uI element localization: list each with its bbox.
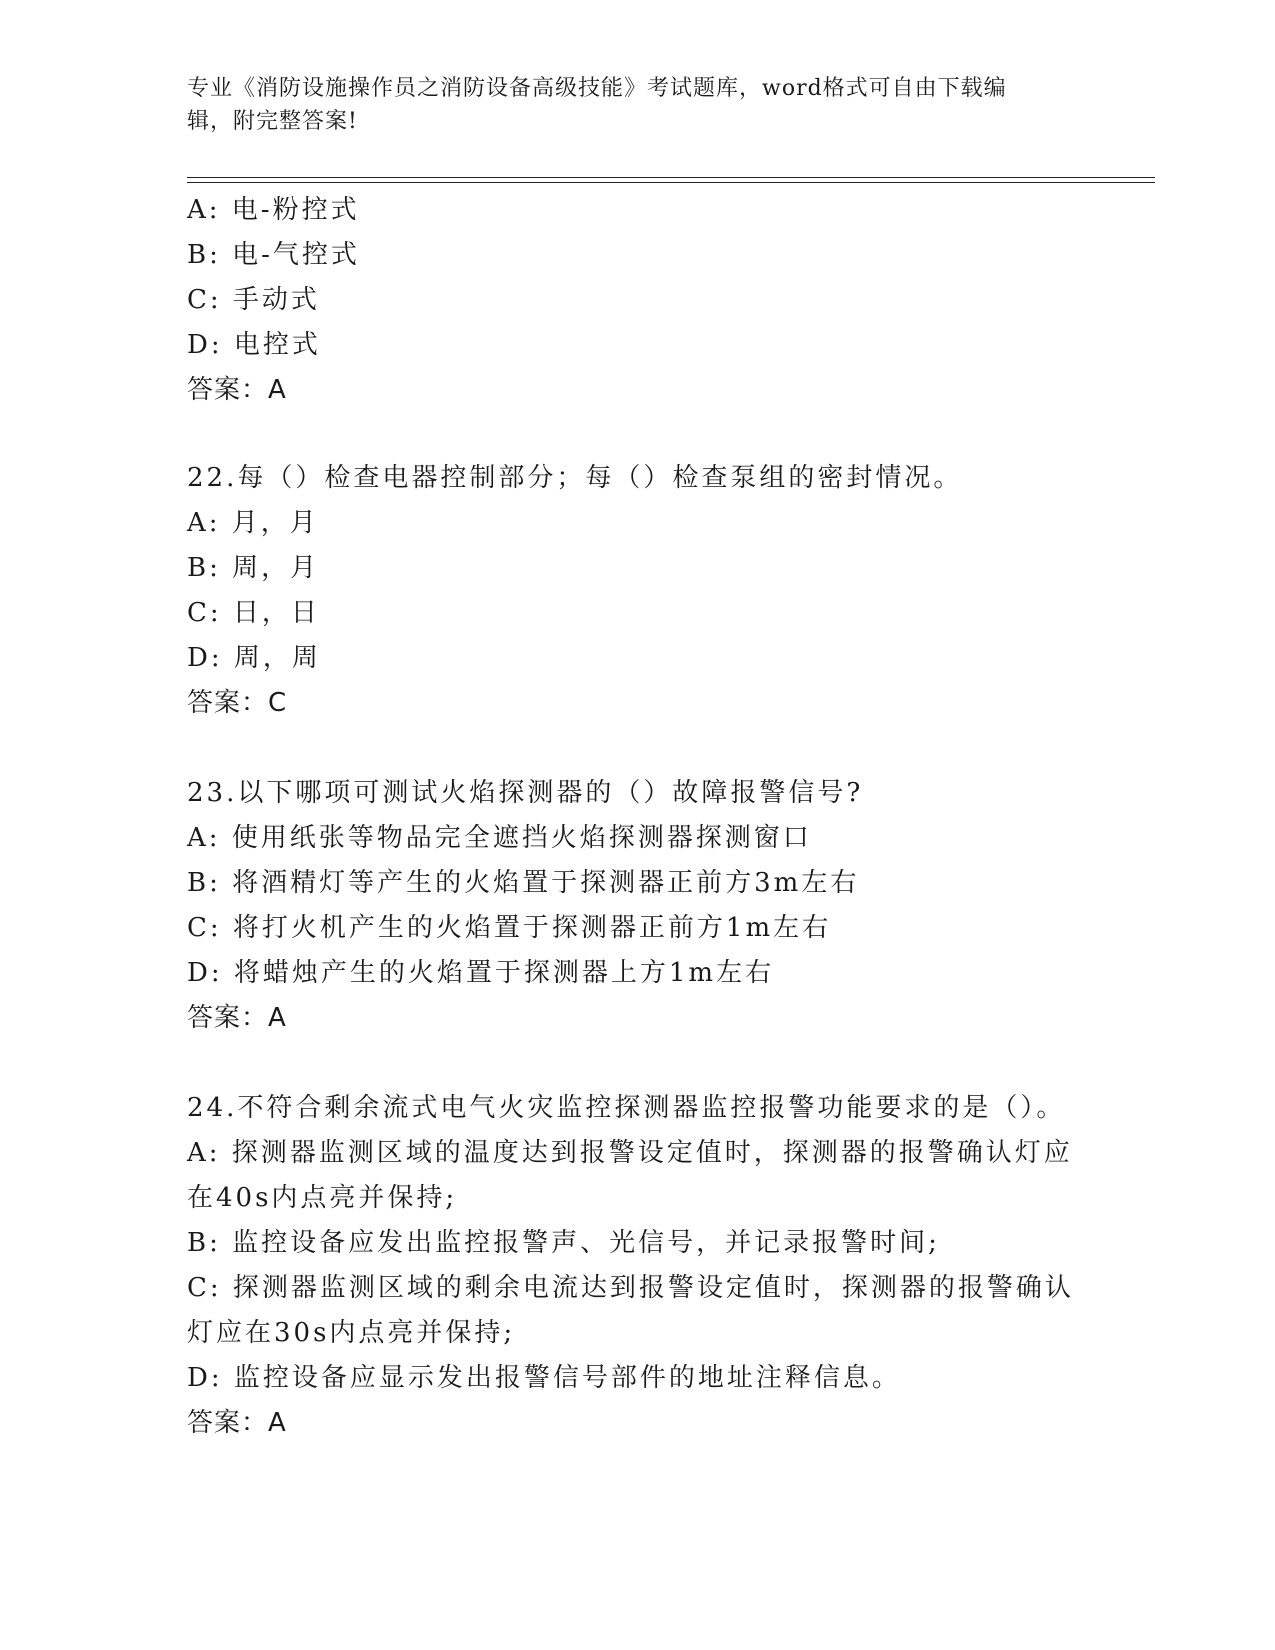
- q21-option-c: C: 手动式: [187, 285, 320, 315]
- q22-option-c: C: 日，日: [187, 598, 320, 628]
- q21-option-b: B: 电-气控式: [187, 240, 360, 270]
- q24-option-d: D: 监控设备应显示发出报警信号部件的地址注释信息。: [187, 1363, 901, 1393]
- q22-option-b: B: 周，月: [187, 553, 320, 583]
- q23-option-c: C: 将打火机产生的火焰置于探测器正前方1m左右: [187, 913, 832, 943]
- q22-option-a: A: 月，月: [187, 508, 319, 538]
- q23-stem: 23.以下哪项可测试火焰探测器的（）故障报警信号?: [187, 778, 864, 808]
- q23-option-a: A: 使用纸张等物品完全遮挡火焰探测器探测窗口: [187, 823, 812, 853]
- q24-option-b: B: 监控设备应发出监控报警声、光信号，并记录报警时间;: [187, 1228, 940, 1258]
- q24-option-c-cont: 灯应在30s内点亮并保持;: [187, 1318, 516, 1348]
- q24-answer: 答案：A: [187, 1408, 287, 1438]
- q23-option-d: D: 将蜡烛产生的火焰置于探测器上方1m左右: [187, 958, 775, 988]
- q24-option-c: C: 探测器监测区域的剩余电流达到报警设定值时，探测器的报警确认: [187, 1273, 1074, 1303]
- document-header: [187, 72, 1087, 138]
- q21-option-a: A: 电-粉控式: [187, 195, 360, 225]
- q21-answer: 答案：A: [187, 375, 287, 405]
- q23-answer: 答案：A: [187, 1003, 287, 1033]
- header-divider-top: [187, 177, 1155, 178]
- header-line-2: 辑，附完整答案!: [187, 109, 358, 134]
- q23-option-b: B: 将酒精灯等产生的火焰置于探测器正前方3m左右: [187, 868, 860, 898]
- q24-option-a-cont: 在40s内点亮并保持;: [187, 1183, 458, 1213]
- header-line-1: 专业《消防设施操作员之消防设备高级技能》考试题库，word格式可自由下载编: [187, 76, 1007, 101]
- header-divider-bottom: [187, 182, 1155, 183]
- q24-stem: 24.不符合剩余流式电气火灾监控探测器监控报警功能要求的是（）。: [187, 1093, 1066, 1123]
- q22-answer: 答案：C: [187, 688, 288, 718]
- q22-option-d: D: 周，周: [187, 643, 321, 673]
- q21-option-d: D: 电控式: [187, 330, 321, 360]
- q24-option-a: A: 探测器监测区域的温度达到报警设定值时，探测器的报警确认灯应: [187, 1138, 1073, 1168]
- q22-stem: 22.每（）检查电器控制部分；每（）检查泵组的密封情况。: [187, 463, 963, 493]
